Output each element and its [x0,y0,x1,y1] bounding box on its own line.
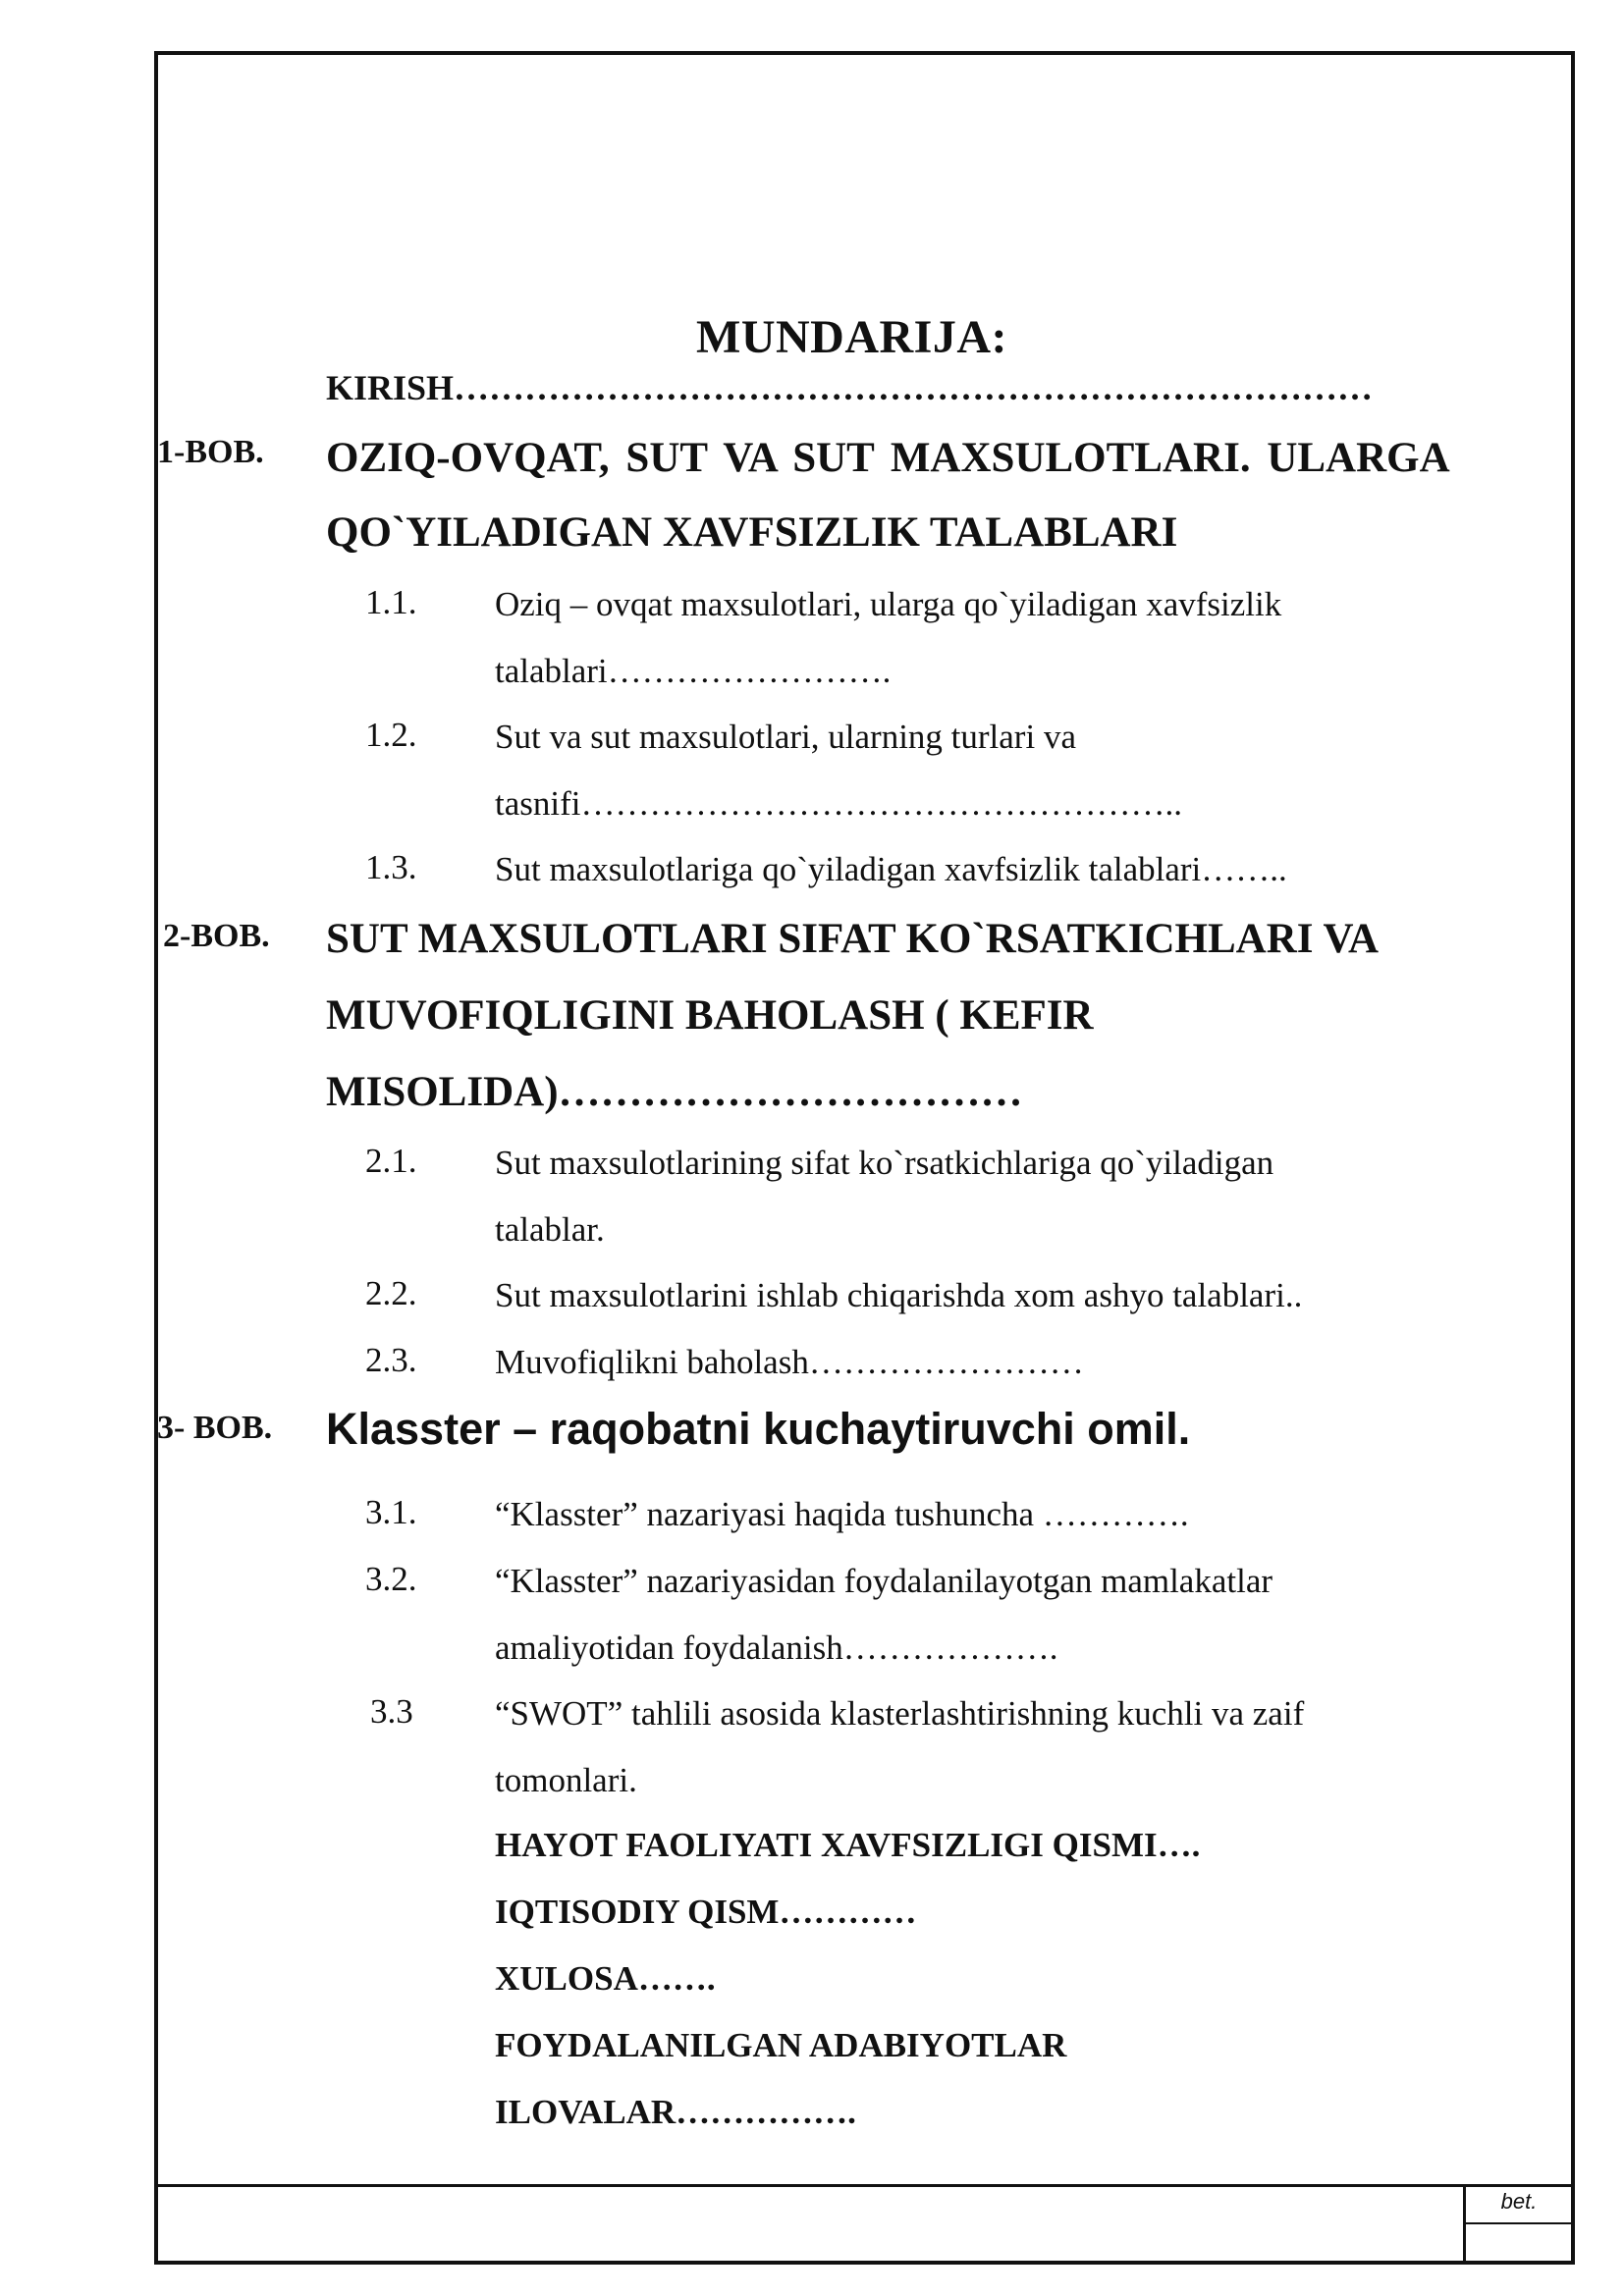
section-title: Sut maxsulotlarini ishlab chiqarishda xom ashyo talablari.. [495,1276,1303,1314]
section-number: 2.3. [365,1341,417,1379]
section-title-cont: talablari……………………. [495,652,892,690]
chapter-2-title-line1: SUT MAXSULOTLARI SIFAT KO`RSATKICHLARI VA [326,916,1380,962]
section-number: 3.1. [365,1493,417,1531]
chapter-2-title-line2: MUVOFIQLIGINI BAHOLASH ( KEFIR [326,992,1094,1039]
section-title: Sut va sut maxsulotlari, ularning turlari va [495,718,1076,756]
section-title: Muvofiqlikni baholash…………………… [495,1343,1084,1381]
chapter-3-title: Klasster – raqobatni kuchaytiruvchi omil. [326,1404,1191,1454]
section-title: Sut maxsulotlarining sifat ko`rsatkichlariga qo`yiladigan [495,1144,1274,1182]
toc-entry-xulosa: XULOSA……. [495,1959,716,1998]
section-title: “SWOT” tahlili asosida klasterlashtirishning kuchli va zaif [495,1694,1305,1733]
section-number: 3.2. [365,1560,417,1598]
chapter-2-title-line3: MISOLIDA)…………………………… [326,1069,1023,1115]
section-title-cont: amaliyotidan foydalanish………………. [495,1629,1058,1667]
chapter-1-label: 1-BOB. [157,434,264,470]
section-number: 1.3. [365,848,417,886]
footer-cell-hline [1463,2222,1575,2224]
section-title: “Klasster” nazariyasidan foydalanilayotgan mamlakatlar [495,1562,1273,1600]
section-number: 1.1. [365,583,417,621]
toc-entry-iqtisodiy-qism: IQTISODIY QISM………… [495,1893,917,1931]
section-number: 2.2. [365,1274,417,1312]
section-title-cont: talablar. [495,1210,605,1249]
toc-entry-adabiyotlar: FOYDALANILGAN ADABIYOTLAR [495,2026,1067,2064]
section-title: “Klasster” nazariyasi haqida tushuncha …………. [495,1495,1189,1533]
section-number: 3.3 [370,1692,413,1731]
chapter-2-label: 2-BOB. [163,918,270,954]
section-title: Sut maxsulotlariga qo`yiladigan xavfsizlik talablari…….. [495,850,1287,888]
toc-entry-kirish: KIRISH…………………………………………………………………… [326,368,1374,407]
toc-entry-hayot-faoliyati: HAYOT FAOLIYATI XAVFSIZLIGI QISMI…. [495,1826,1201,1864]
page-title: MUNDARIJA: [696,311,1007,363]
chapter-1-title-line1: OZIQ-OVQAT, SUT VA SUT MAXSULOTLARI. ULARGA [326,435,1450,481]
section-title: Oziq – ovqat maxsulotlari, ularga qo`yiladigan xavfsizlik [495,585,1282,623]
toc-entry-ilovalar: ILOVALAR……………. [495,2093,856,2131]
section-number: 1.2. [365,716,417,754]
chapter-3-label: 3- BOB. [157,1410,273,1446]
section-title-cont: tomonlari. [495,1761,637,1799]
footer-divider [154,2184,1575,2187]
section-title-cont: tasnifi…………………………………………….. [495,784,1182,823]
chapter-1-title-line2: QO`YILADIGAN XAVFSIZLIK TALABLARI [326,509,1178,556]
section-number: 2.1. [365,1142,417,1180]
page-number-label: bet. [1500,2189,1538,2214]
